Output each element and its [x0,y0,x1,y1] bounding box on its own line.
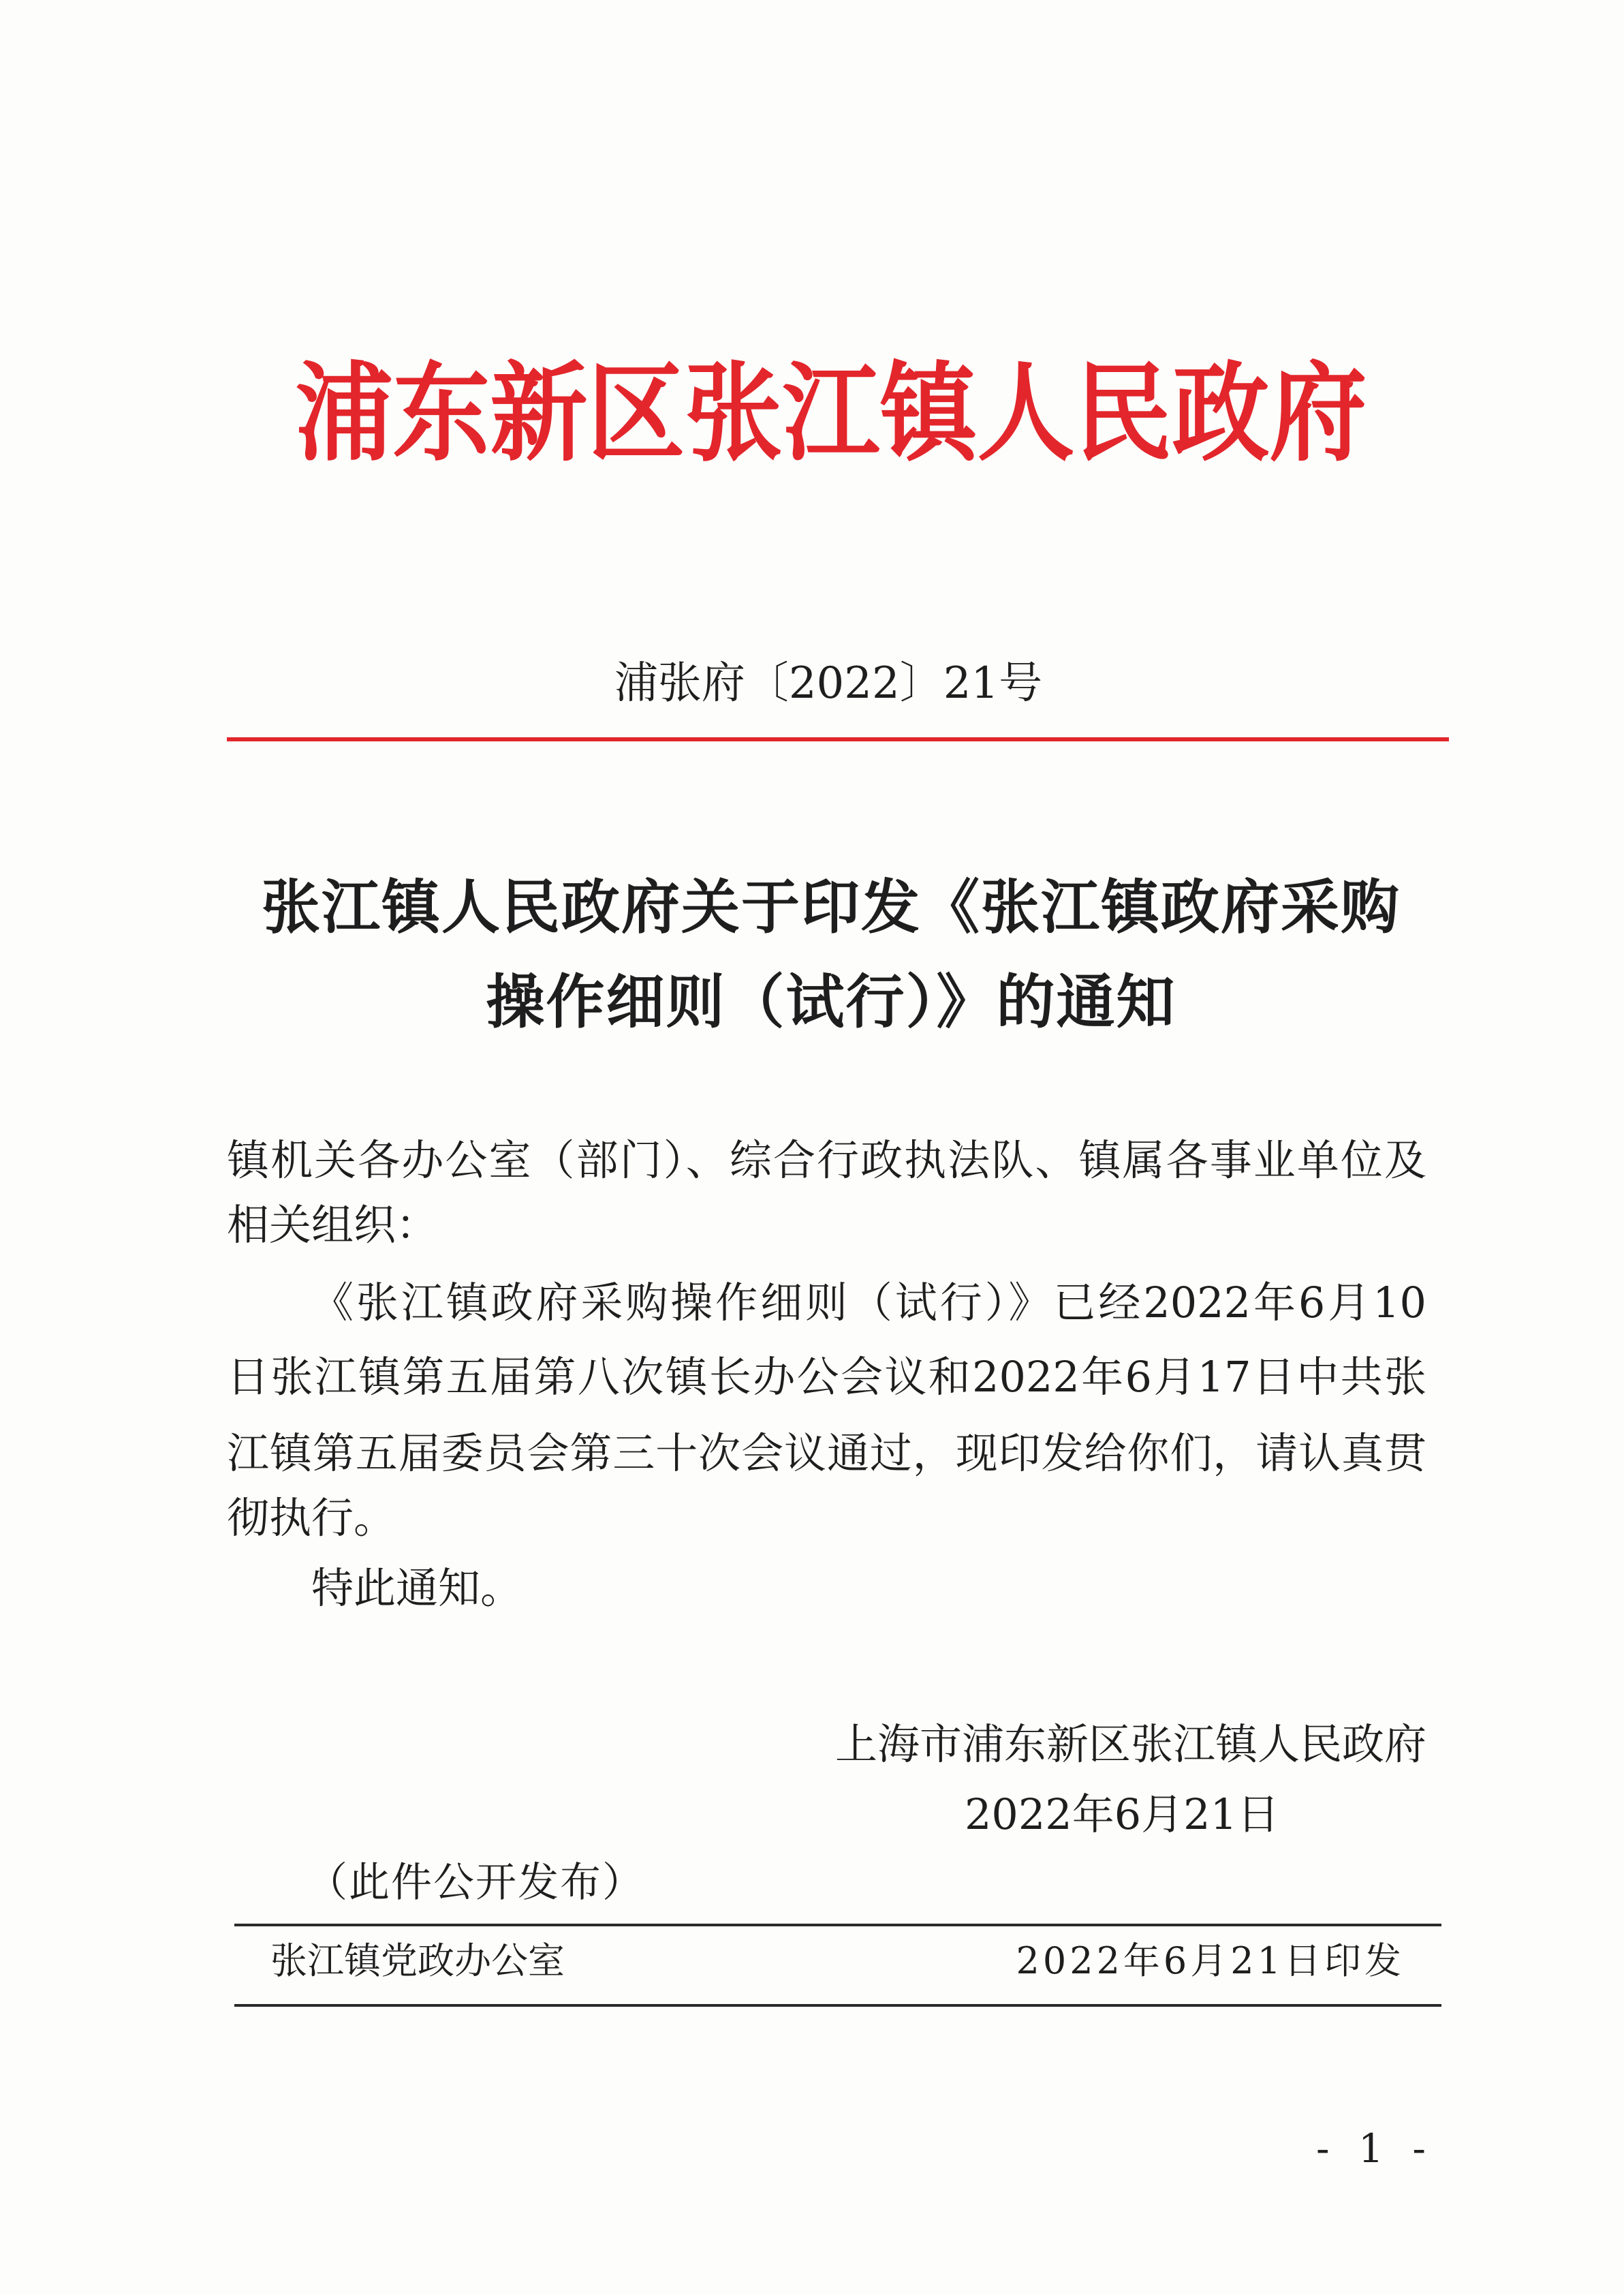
issuing-authority-header: 浦东新区张江镇人民政府 [295,350,1367,476]
body-line-1: 《张江镇政府采购操作细则（试行）》已经2022年6月10 [311,1278,1426,1327]
document-title-line-1: 张江镇人民政府关于印发《张江镇政府采购 [262,873,1401,942]
signature-organization: 上海市浦东新区张江镇人民政府 [834,1719,1426,1769]
red-separator-line [227,737,1449,741]
footer-top-rule [234,1924,1441,1926]
document-number: 浦张府〔2022〕21号 [614,658,1043,709]
footer-bottom-rule [234,2004,1441,2007]
disclosure-note: （此件公开发布） [307,1859,644,1907]
closing-remark: 特此通知。 [311,1563,523,1613]
body-line-2: 日张江镇第五届第八次镇长办公会议和2022年6月17日中共张 [227,1352,1426,1402]
page-number: - 1 - [1316,2125,1434,2172]
signature-date: 2022年6月21日 [964,1789,1280,1839]
body-line-4: 彻执行。 [227,1493,396,1543]
salutation-line-2: 相关组织： [227,1200,439,1250]
salutation-line-1: 镇机关各办公室（部门）、综合行政执法队、镇属各事业单位及 [227,1135,1426,1185]
document-title-line-2: 操作细则（试行）》的通知 [486,968,1176,1036]
footer-issuing-office: 张江镇党政办公室 [270,1939,565,1982]
body-line-3: 江镇第五届委员会第三十次会议通过，现印发给你们，请认真贯 [227,1428,1426,1478]
footer-print-date: 2022年6月21日印发 [1016,1939,1405,1982]
